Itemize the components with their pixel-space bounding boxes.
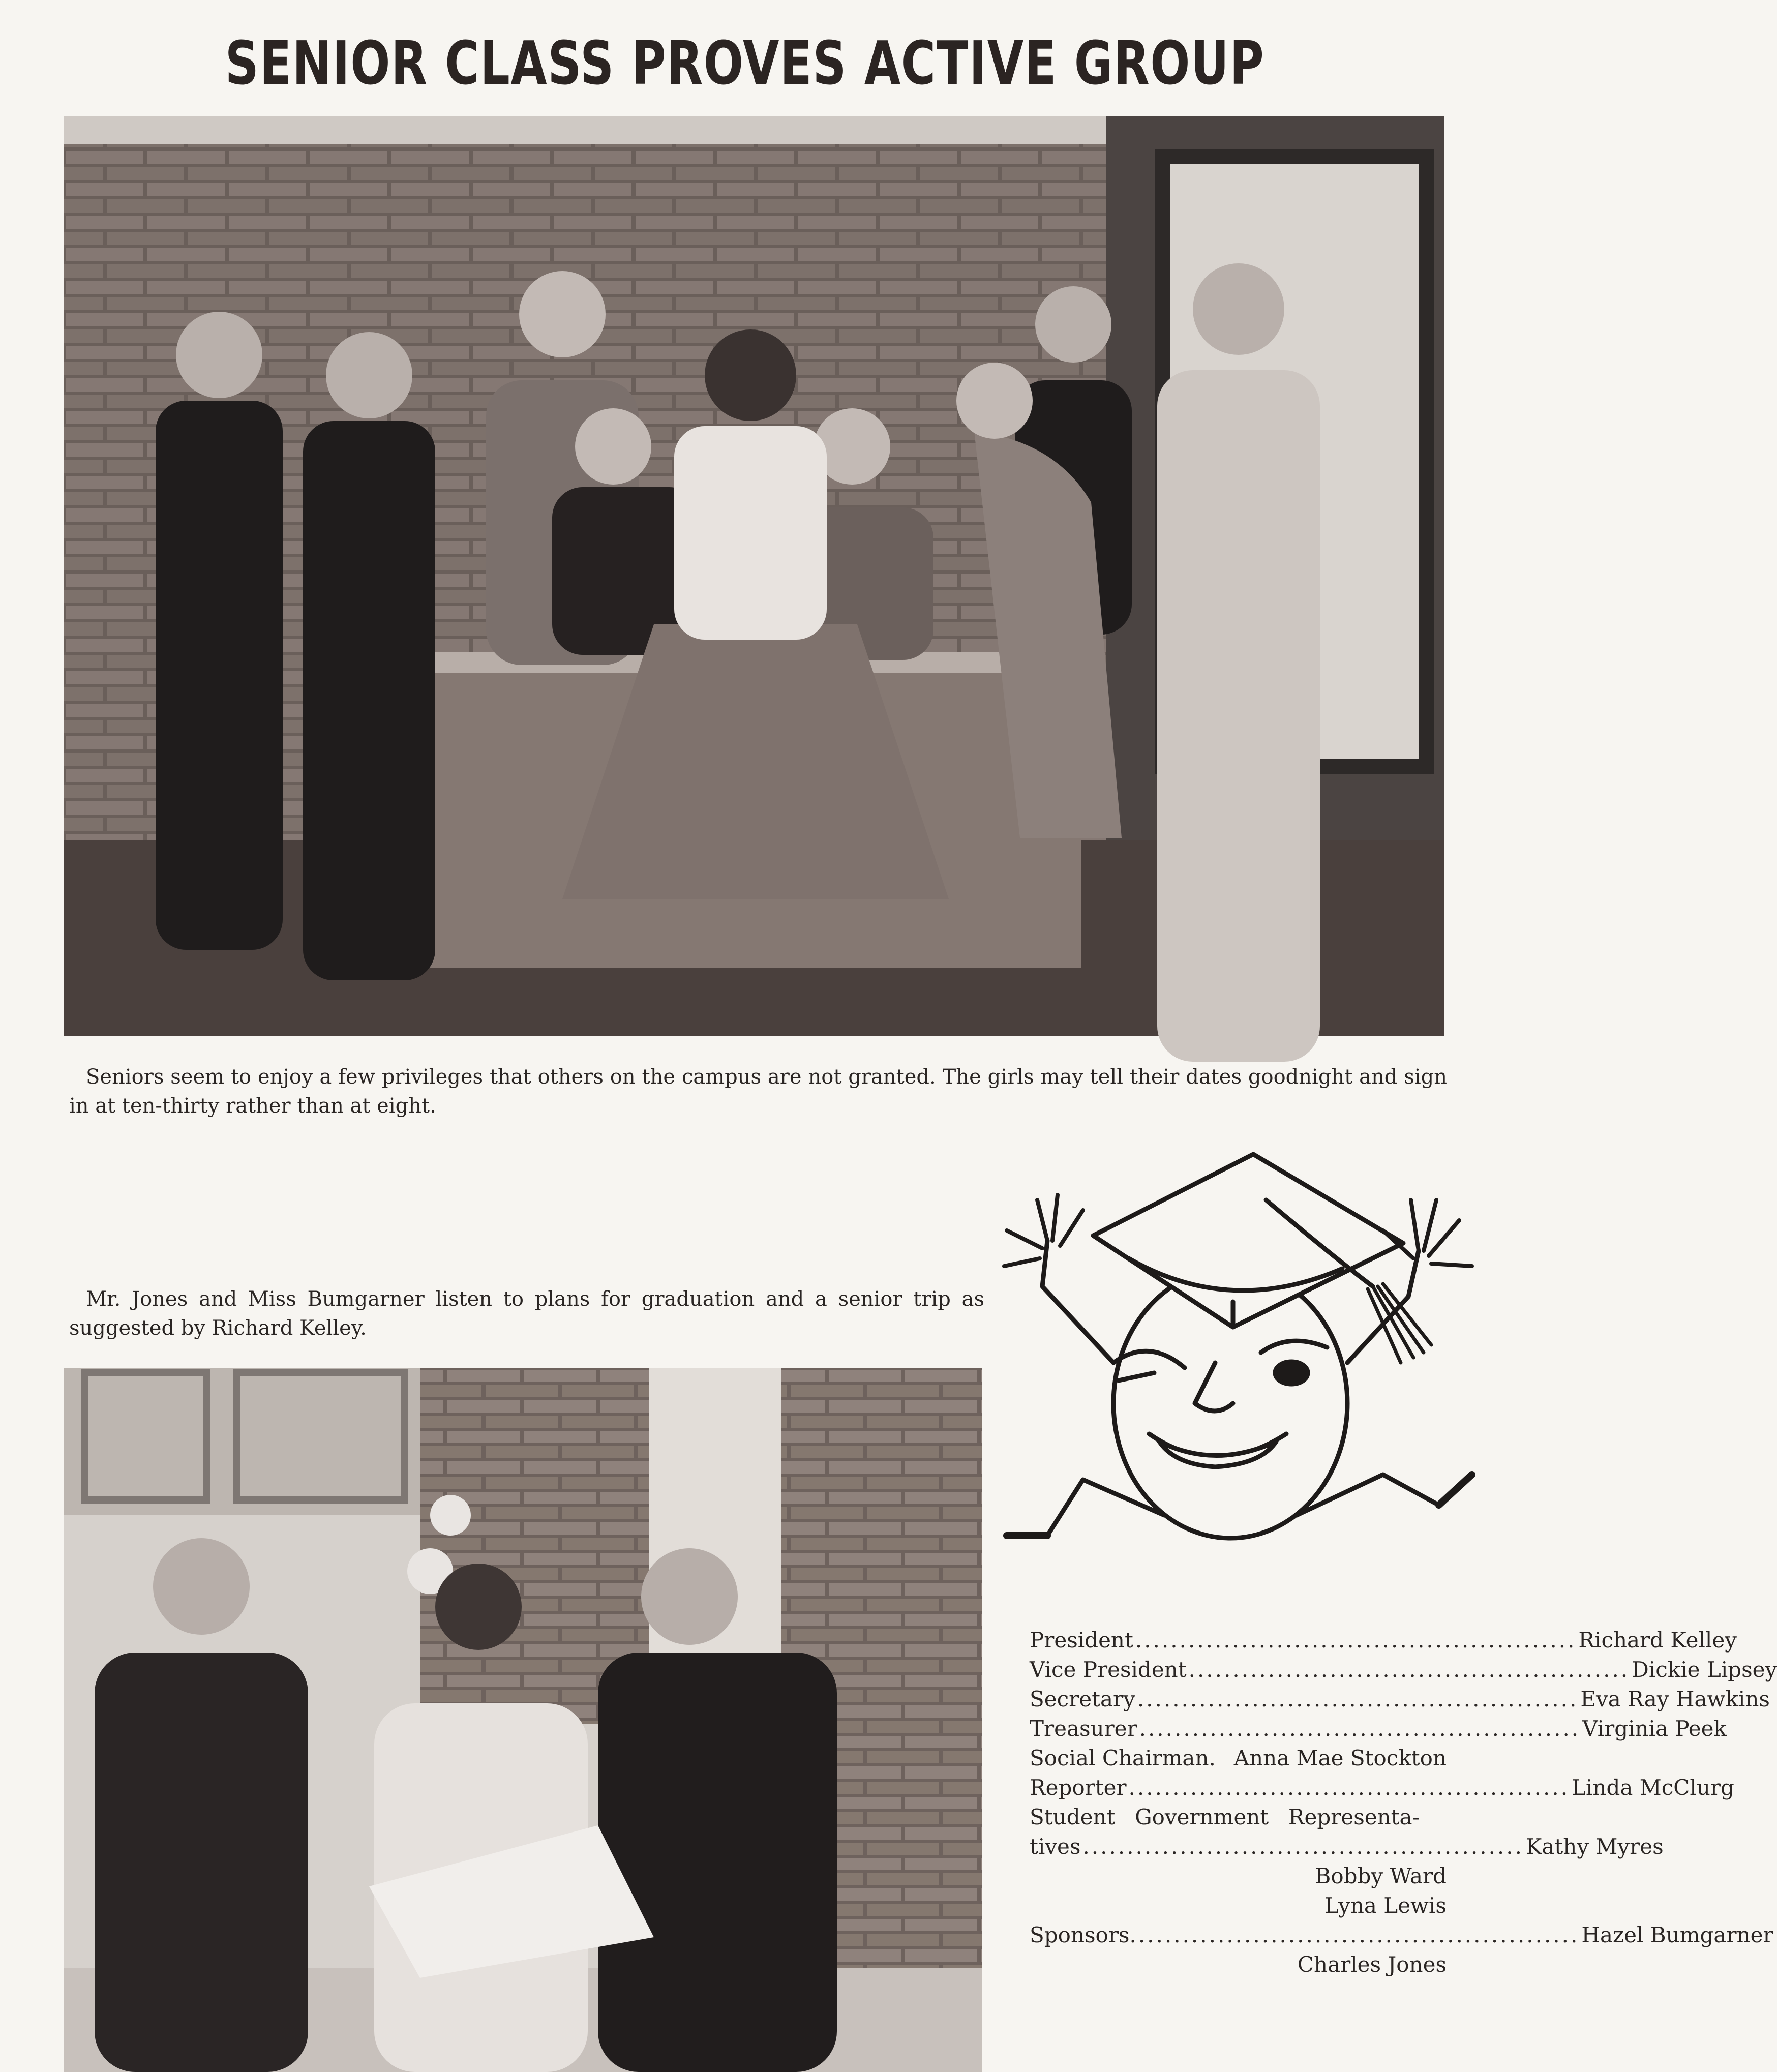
sponsor-name: Charles Jones xyxy=(1297,1952,1447,1977)
sponsors-role: Sponsors. xyxy=(1030,1923,1136,1947)
sponsor-name: Hazel Bumgarner xyxy=(1581,1923,1773,1947)
officer-name: Eva Ray Hawkins xyxy=(1580,1687,1770,1711)
officer-row: Reporter .................................................. Linda McClurg xyxy=(1030,1773,1447,1803)
officer-name: Dickie Lipsey xyxy=(1632,1657,1777,1682)
page-title: SENIOR CLASS PROVES ACTIVE GROUP xyxy=(225,28,1265,98)
officer-role: tives xyxy=(1030,1834,1081,1859)
officer-role: Social Chairman. xyxy=(1030,1746,1216,1770)
officer-name: Lyna Lewis xyxy=(1324,1893,1447,1918)
winking-graduate-mascot-icon xyxy=(976,1149,1477,1556)
officer-role: Secretary xyxy=(1030,1687,1135,1711)
officer-role: Reporter xyxy=(1030,1775,1127,1800)
bottom-photo-graphic xyxy=(64,1368,982,2072)
officer-row: tives .................................................. Kathy Myres xyxy=(1030,1832,1447,1861)
officer-name: Richard Kelley xyxy=(1578,1628,1737,1653)
officer-name: Linda McClurg xyxy=(1572,1775,1734,1800)
officer-row: Vice President .................................................. Dickie Lipsey xyxy=(1030,1655,1447,1685)
officer-row: Secretary .................................................. Eva Ray Hawkins xyxy=(1030,1685,1447,1714)
bottom-photo-caption: Mr. Jones and Miss Bumgarner listen to plans for graduation and a senior trip as suggested by Richard Kelley. xyxy=(69,1287,984,1340)
officer-row: Sponsors. .................................................. Hazel Bumgarner xyxy=(1030,1920,1447,1950)
officer-name: Virginia Peek xyxy=(1582,1716,1727,1741)
top-photo-graphic xyxy=(64,116,1444,1036)
top-photo-caption: Seniors seem to enjoy a few privileges that others on the campus are not granted. The girls may tell their dates goodnight and sign in at ten-thirty rather than at eight. xyxy=(69,1065,1447,1118)
officer-role: Treasurer xyxy=(1030,1716,1137,1741)
officer-row: Treasurer .................................................. Virginia Peek xyxy=(1030,1714,1447,1744)
officer-row: President .................................................. Richard Kelley xyxy=(1030,1626,1447,1655)
officer-row xyxy=(1030,1744,1447,1773)
officer-role: Vice President xyxy=(1030,1657,1187,1682)
officer-name: Anna Mae Stockton xyxy=(1233,1746,1447,1770)
student-gov-heading xyxy=(1030,1803,1447,1832)
officers-list xyxy=(1030,1626,1777,1979)
officer-name: Bobby Ward xyxy=(1315,1864,1447,1888)
officer-role: President xyxy=(1030,1628,1133,1653)
bottom-photo xyxy=(64,1368,982,2072)
officer-name: Kathy Myres xyxy=(1525,1834,1664,1859)
top-photo xyxy=(64,116,1444,1036)
student-gov-line1: Student Government Representa- xyxy=(1030,1805,1420,1829)
